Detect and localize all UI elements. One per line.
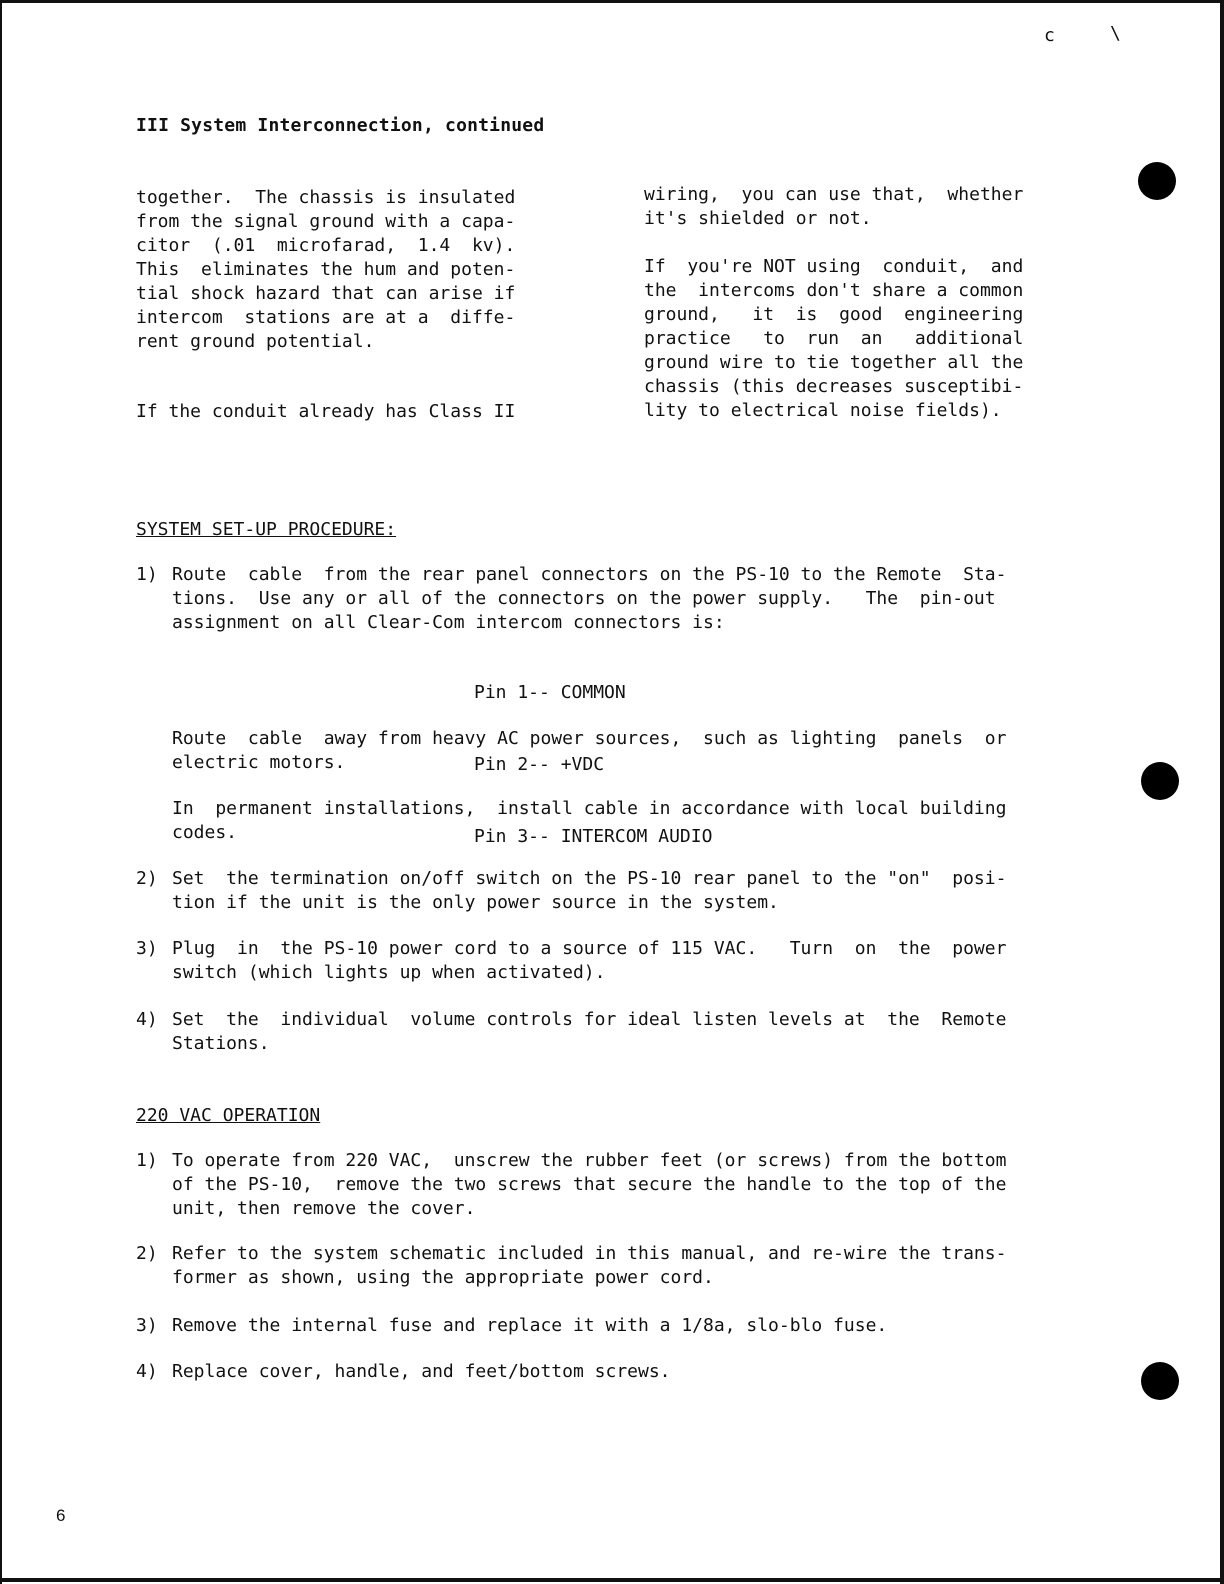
step-number: 4) (136, 1009, 158, 1030)
step-number: 1) (136, 564, 158, 585)
setup-step-3 (136, 937, 1076, 985)
step-number: 2) (136, 868, 158, 889)
step-text: Replace cover, handle, and feet/bottom screws. (172, 1361, 671, 1382)
vac220-section-title: 220 VAC OPERATION (136, 1105, 321, 1126)
pin-2: Pin 2-- +VDC (474, 754, 605, 775)
step-text: Refer to the system schematic included in this manual, and re-wire the trans- former as shown, using the appropriate power cord. (172, 1243, 1007, 1288)
page-edge-bottom (0, 1578, 1224, 1582)
setup-section-title: SYSTEM SET-UP PROCEDURE: (136, 519, 397, 540)
setup-note-routing: Route cable away from heavy AC power sources, such as lighting panels or electric motors. (172, 728, 1007, 773)
page-edge-right (1220, 0, 1224, 1584)
step-number: 4) (136, 1361, 158, 1382)
setup-note-installation: In permanent installations, install cable in accordance with local building codes. (172, 798, 1007, 843)
corner-mark: c (1044, 25, 1055, 46)
page-edge-top (0, 0, 1224, 3)
left-column (136, 186, 544, 424)
step-number: 1) (136, 1150, 158, 1171)
vac220-step-1 (136, 1149, 1076, 1221)
corner-tick: \ (1110, 23, 1121, 44)
pin-1: Pin 1-- COMMON (474, 682, 626, 703)
setup-step-2 (136, 867, 1076, 915)
vac220-step-2 (136, 1242, 1076, 1290)
step-text: Plug in the PS-10 power cord to a source of 115 VAC. Turn on the power switch (which lights up when activated). (172, 938, 1007, 983)
step-number: 3) (136, 938, 158, 959)
vac220-step-4 (136, 1360, 1076, 1384)
right-column (644, 183, 1052, 423)
section-header: III System Interconnection, continued (136, 115, 545, 136)
step-text: Remove the internal fuse and replace it with a 1/8a, slo-blo fuse. (172, 1315, 888, 1336)
step-text: Route cable from the rear panel connectors on the PS-10 to the Remote Sta- tions. Use any or all of the connectors on the power supply. The pin-out assignment on all Clear-Com intercom connectors is: (172, 564, 1007, 633)
right-paragraph-2: If you're NOT using conduit, and the intercoms don't share a common ground, it is good engineering practice to run an additional ground wire to tie together all the chassis (this decreases susceptibi- lity to electrical noise fields). (644, 256, 1024, 421)
page-number: 6 (56, 1506, 66, 1525)
setup-step-1 (136, 563, 1076, 635)
left-paragraph-1: together. The chassis is insulated from the signal ground with a capa- citor (.01 microfarad, 1.4 kv). This eliminates the hum and poten- tial shock hazard that can arise if intercom stations are at a diffe- rent ground potential. (136, 187, 516, 352)
punch-hole-icon (1138, 162, 1176, 200)
step-text: To operate from 220 VAC, unscrew the rubber feet (or screws) from the bottom of the PS-10, remove the two screws that secure the handle to the top of the unit, then remove the cover. (172, 1150, 1007, 1219)
step-number: 3) (136, 1315, 158, 1336)
page-edge-left (0, 0, 2, 1584)
left-paragraph-2: If the conduit already has Class II (136, 401, 516, 422)
punch-hole-icon (1141, 1362, 1179, 1400)
vac220-step-3 (136, 1314, 1076, 1338)
setup-step-4 (136, 1008, 1076, 1056)
right-paragraph-1: wiring, you can use that, whether it's shielded or not. (644, 184, 1024, 229)
step-number: 2) (136, 1243, 158, 1264)
step-text: Set the individual volume controls for ideal listen levels at the Remote Stations. (172, 1009, 1007, 1054)
pin-3: Pin 3-- INTERCOM AUDIO (474, 826, 713, 847)
step-text: Set the termination on/off switch on the PS-10 rear panel to the "on" posi- tion if the unit is the only power source in the system. (172, 868, 1007, 913)
punch-hole-icon (1141, 762, 1179, 800)
